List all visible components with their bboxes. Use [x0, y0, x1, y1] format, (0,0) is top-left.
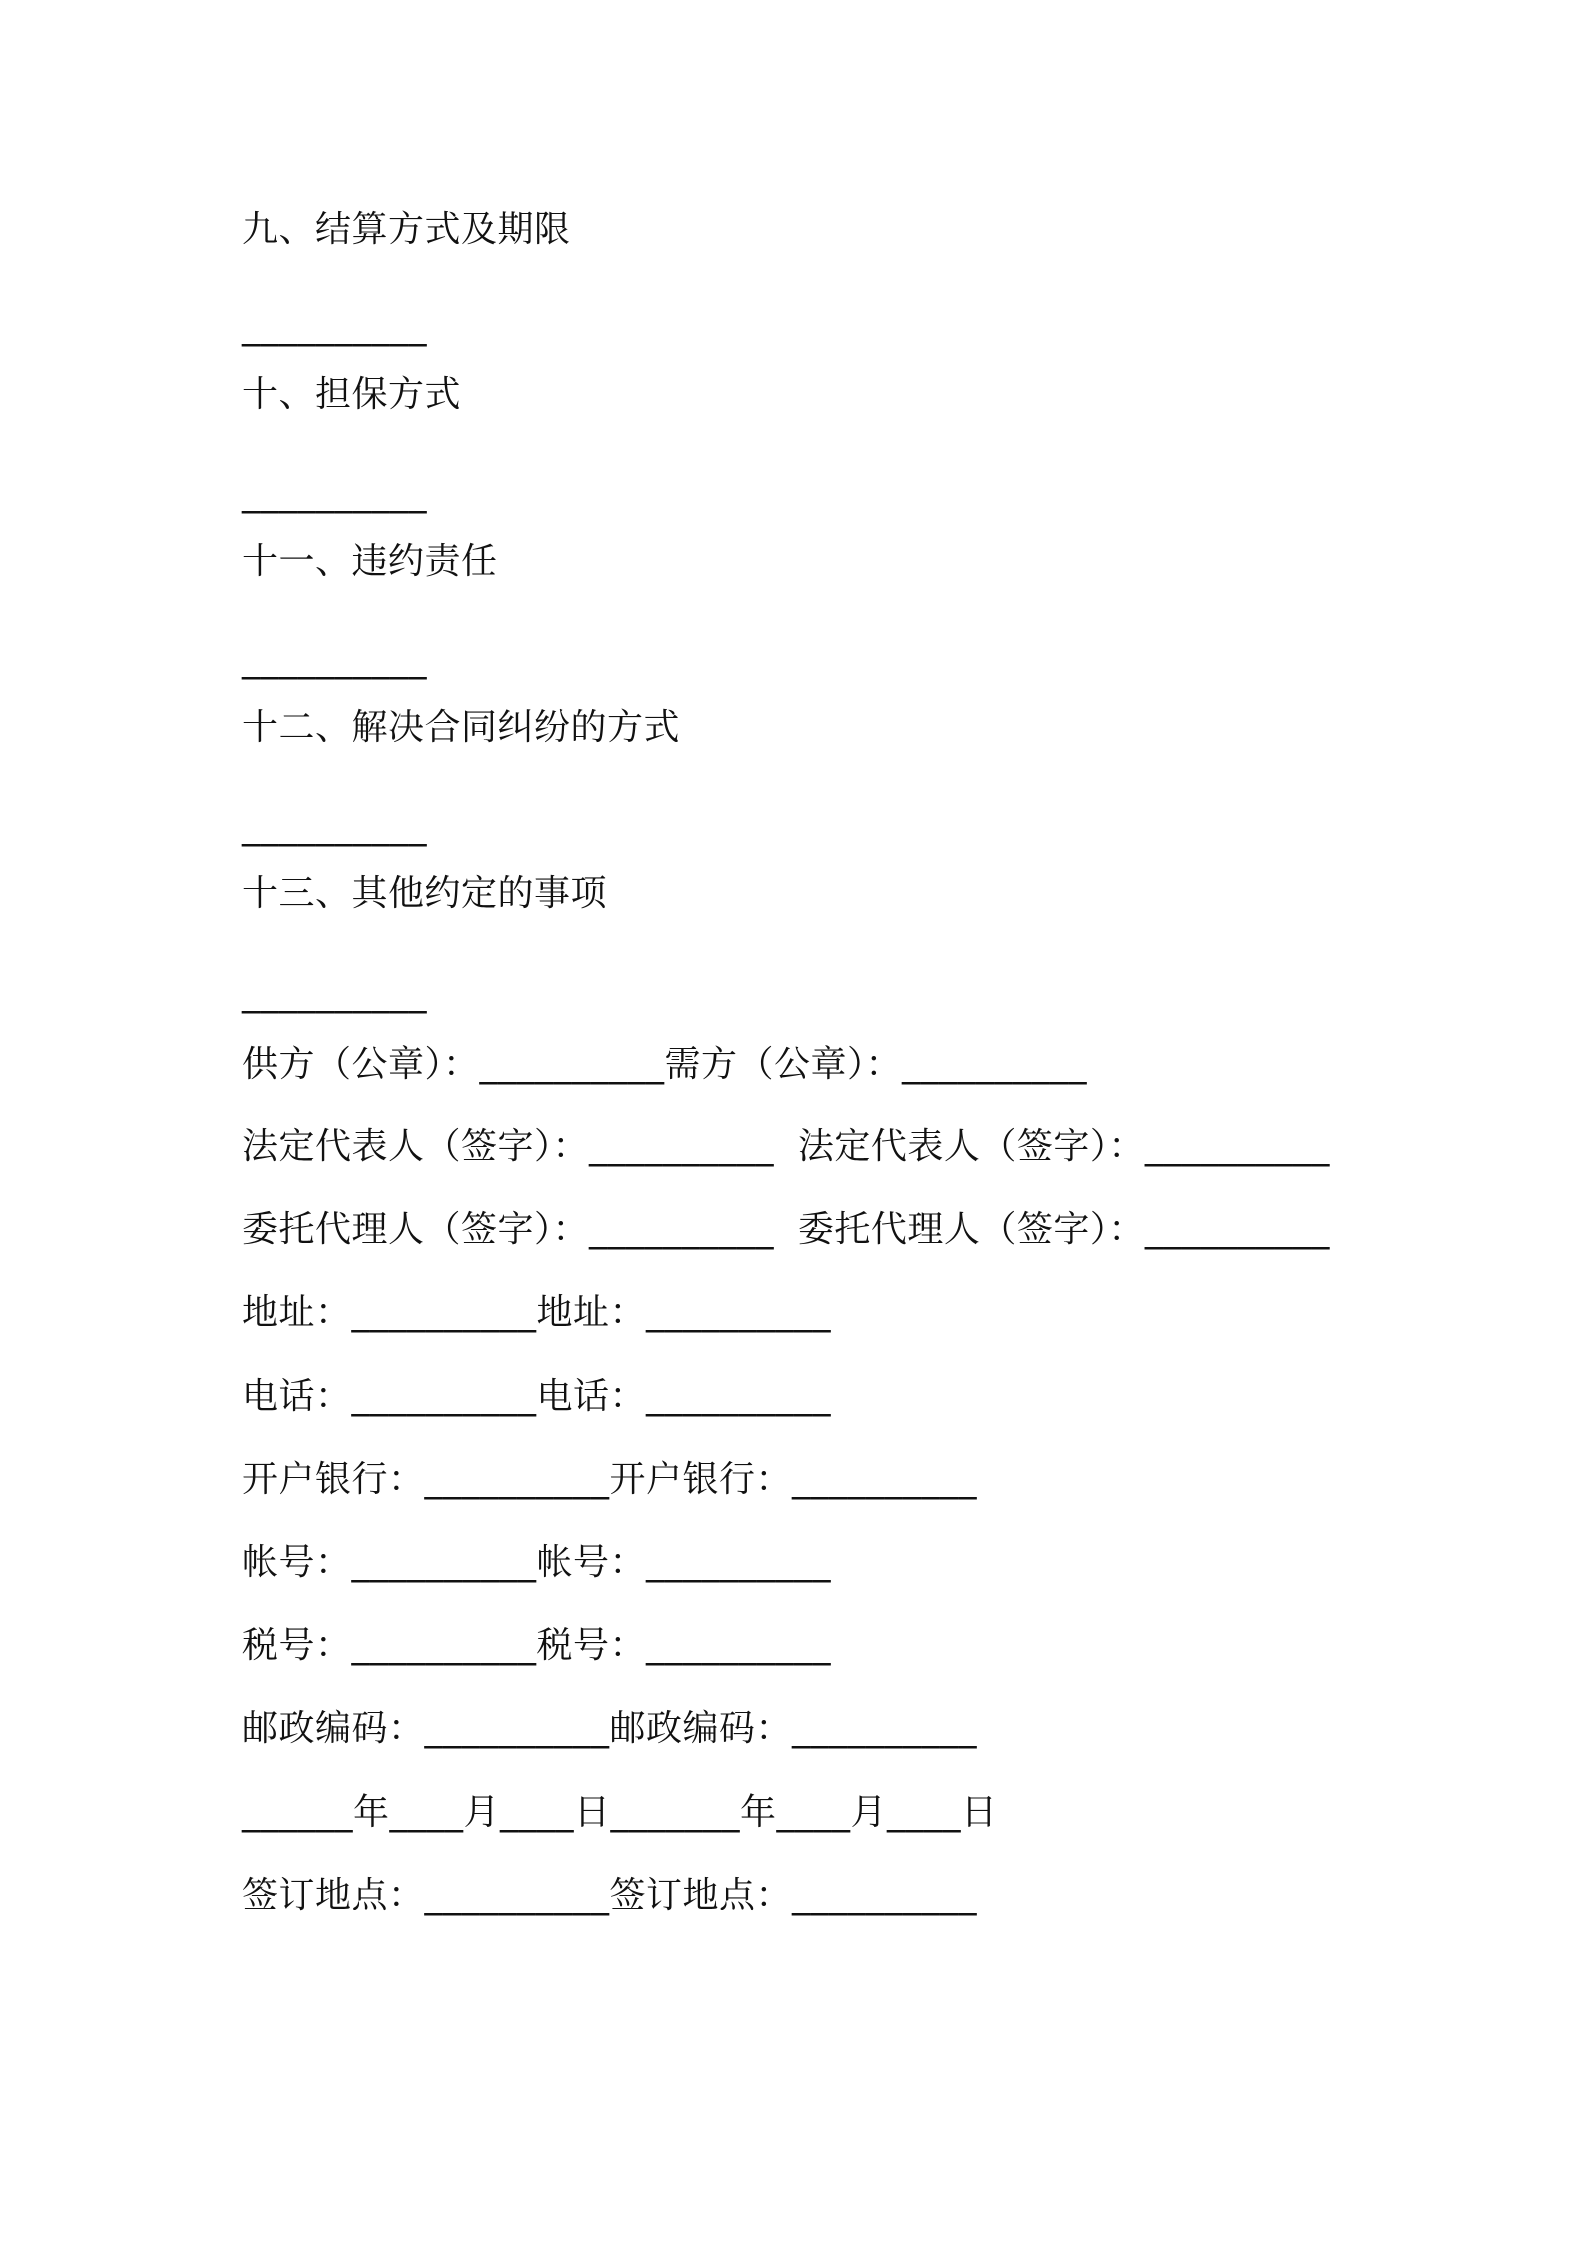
signature-line-bank: 开户银行：__________开户银行：__________: [242, 1459, 978, 1500]
section-blank-settlement: __________: [242, 306, 427, 347]
signature-line-tax-id: 税号：__________税号：__________: [242, 1625, 832, 1666]
section-heading-other: 十三、其他约定的事项: [242, 873, 608, 914]
signature-line-date: ______年____月____日_______年____月____日: [242, 1792, 998, 1833]
section-heading-settlement: 九、结算方式及期限: [242, 209, 571, 250]
signature-line-phone: 电话：__________电话：__________: [242, 1376, 832, 1417]
signature-line-agent: 委托代理人（签字）：__________ 委托代理人（签字）：__________: [242, 1209, 1330, 1250]
section-blank-guarantee: __________: [242, 473, 427, 514]
signature-line-place: 签订地点：__________签订地点：__________: [242, 1875, 978, 1916]
signature-line-postcode: 邮政编码：__________邮政编码：__________: [242, 1708, 978, 1749]
section-blank-dispute: __________: [242, 806, 427, 847]
signature-line-legal-rep: 法定代表人（签字）：__________ 法定代表人（签字）：__________: [242, 1126, 1330, 1167]
section-heading-guarantee: 十、担保方式: [242, 374, 462, 415]
section-heading-dispute: 十二、解决合同纠纷的方式: [242, 707, 681, 748]
signature-line-account: 帐号：__________帐号：__________: [242, 1542, 832, 1583]
section-blank-other: __________: [242, 973, 427, 1014]
section-blank-liability: __________: [242, 639, 427, 680]
section-heading-liability: 十一、违约责任: [242, 541, 498, 582]
signature-line-address: 地址：__________地址：__________: [242, 1292, 832, 1333]
signature-line-seal: 供方（公章）：__________需方（公章）：__________: [242, 1044, 1088, 1085]
